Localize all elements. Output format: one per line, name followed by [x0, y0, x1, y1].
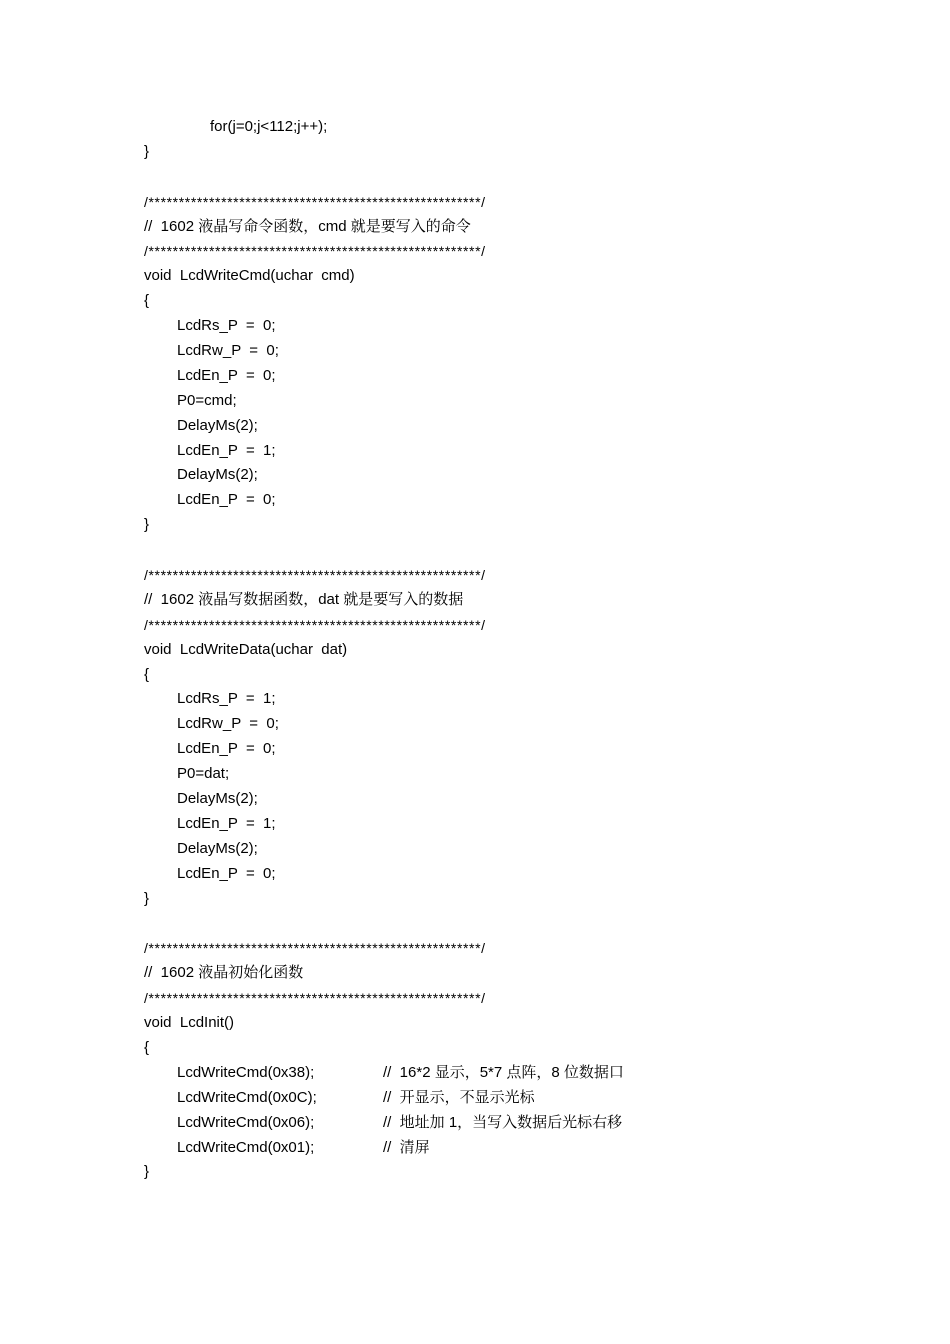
- code-text: for(j=0;j<112;j++);: [210, 118, 328, 135]
- code-line: [144, 414, 864, 439]
- inline-comment: // 开显示，不显示光标: [383, 1088, 535, 1106]
- comment-divider: [144, 613, 864, 638]
- code-text: LcdWriteCmd(0x38);: [177, 1063, 315, 1081]
- code-line: [144, 463, 864, 488]
- code-text: LcdEn_P = 1;: [177, 441, 276, 459]
- comment-divider: [144, 936, 864, 961]
- comment-divider: [144, 190, 864, 215]
- comment-divider: [144, 986, 864, 1011]
- code-text: // 1602 液晶写命令函数，cmd 就是要写入的命令: [144, 217, 471, 235]
- code-line: [144, 837, 864, 862]
- inline-comment: // 地址加 1，当写入数据后光标右移: [383, 1113, 623, 1131]
- code-text: /*******************************************************/: [144, 990, 486, 1007]
- brace-line: [144, 289, 864, 314]
- code-text: {: [144, 292, 150, 310]
- code-line: [144, 862, 864, 887]
- function-signature: [144, 1011, 864, 1036]
- code-line: [144, 439, 864, 464]
- code-line: [144, 339, 864, 364]
- brace-line: [144, 1036, 864, 1061]
- code-line: [144, 687, 864, 712]
- code-line: [144, 1136, 864, 1161]
- code-text: DelayMs(2);: [177, 790, 258, 808]
- code-line: [144, 812, 864, 837]
- code-line: [144, 1086, 864, 1111]
- code-text: LcdWriteCmd(0x06);: [177, 1113, 315, 1131]
- brace-line: [144, 140, 864, 165]
- code-text: /*******************************************************/: [144, 567, 486, 584]
- code-text: DelayMs(2);: [177, 839, 258, 857]
- code-text: {: [144, 665, 150, 683]
- code-line: [144, 364, 864, 389]
- code-line: [144, 314, 864, 339]
- code-text: P0=cmd;: [177, 391, 237, 409]
- comment-line: [144, 215, 864, 240]
- code-text: LcdRs_P = 1;: [177, 690, 276, 708]
- code-text: P0=dat;: [177, 765, 230, 783]
- code-line: [144, 389, 864, 414]
- comment-divider: [144, 563, 864, 588]
- code-line: [144, 712, 864, 737]
- brace-line: [144, 1160, 864, 1185]
- brace-line: [144, 513, 864, 538]
- brace-line: [144, 663, 864, 688]
- code-text: DelayMs(2);: [177, 416, 258, 434]
- code-text: LcdWriteCmd(0x0C);: [177, 1088, 317, 1106]
- code-text: {: [144, 1038, 150, 1056]
- code-text: }: [144, 142, 150, 160]
- comment-line: [144, 961, 864, 986]
- code-line: [144, 737, 864, 762]
- code-text: void LcdWriteData(uchar dat): [144, 640, 348, 658]
- code-text: LcdEn_P = 1;: [177, 814, 276, 832]
- inline-comment: // 清屏: [383, 1138, 430, 1156]
- code-line: [144, 787, 864, 812]
- code-listing: [144, 115, 864, 1185]
- blank-line: [144, 165, 864, 190]
- blank-line: [144, 912, 864, 937]
- code-text: void LcdInit(): [144, 1014, 235, 1032]
- function-signature: [144, 638, 864, 663]
- code-text: }: [144, 516, 150, 534]
- code-text: /*******************************************************/: [144, 616, 486, 633]
- code-text: LcdRw_P = 0;: [177, 715, 279, 733]
- code-text: LcdEn_P = 0;: [177, 740, 276, 758]
- code-text: }: [144, 1163, 150, 1181]
- code-text: // 1602 液晶写数据函数，dat 就是要写入的数据: [144, 590, 464, 608]
- code-text: LcdRs_P = 0;: [177, 317, 276, 335]
- code-text: LcdWriteCmd(0x01);: [177, 1138, 315, 1156]
- code-text: LcdEn_P = 0;: [177, 366, 276, 384]
- code-text: LcdEn_P = 0;: [177, 491, 276, 509]
- comment-divider: [144, 239, 864, 264]
- comment-line: [144, 588, 864, 613]
- code-text: LcdEn_P = 0;: [177, 864, 276, 882]
- code-text: void LcdWriteCmd(uchar cmd): [144, 267, 355, 285]
- brace-line: [144, 887, 864, 912]
- code-text: }: [144, 889, 150, 907]
- inline-comment: // 16*2 显示，5*7 点阵，8 位数据口: [383, 1063, 624, 1081]
- code-line: [144, 762, 864, 787]
- code-text: /*******************************************************/: [144, 193, 486, 210]
- code-text: /*******************************************************/: [144, 243, 486, 260]
- blank-line: [144, 538, 864, 563]
- code-text: /*******************************************************/: [144, 940, 486, 957]
- code-line: [144, 115, 864, 140]
- code-text: LcdRw_P = 0;: [177, 342, 279, 360]
- code-line: [144, 488, 864, 513]
- code-text: // 1602 液晶初始化函数: [144, 964, 304, 982]
- code-text: DelayMs(2);: [177, 466, 258, 484]
- code-line: [144, 1061, 864, 1086]
- function-signature: [144, 264, 864, 289]
- code-line: [144, 1111, 864, 1136]
